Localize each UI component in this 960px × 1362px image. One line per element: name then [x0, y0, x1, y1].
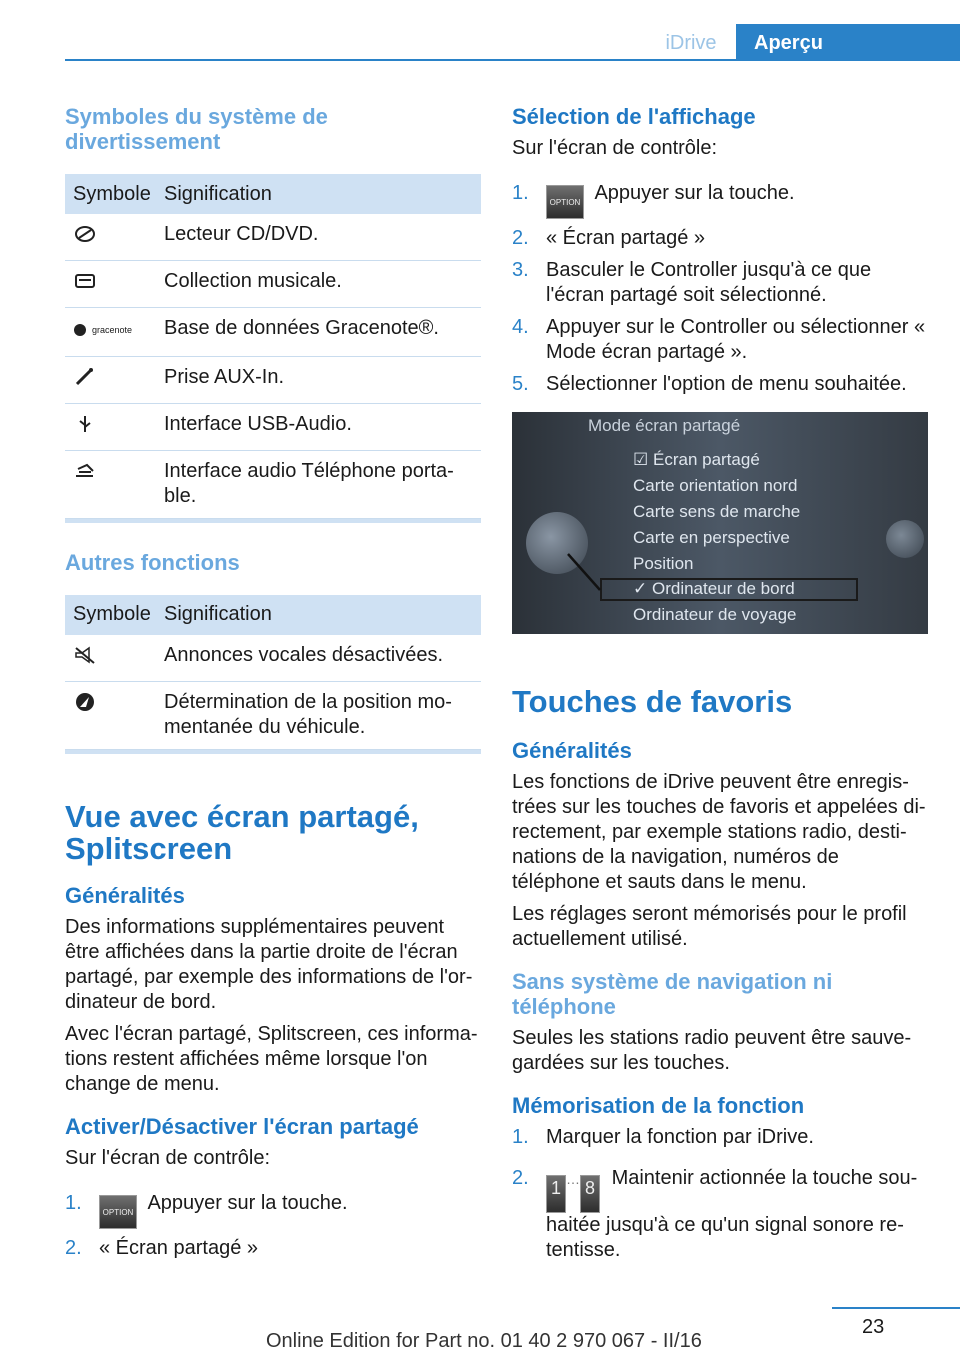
- screen-menu-item: Carte orientation nord: [633, 476, 798, 495]
- table-row: [65, 308, 481, 357]
- entertainment-heading: Symboles du système de divertissement: [65, 104, 328, 154]
- no-nav-heading: Sans système de navigation ni téléphone: [512, 969, 833, 1019]
- toggle-heading: Activer/Désactiver l'écran partagé: [65, 1113, 419, 1139]
- step-text: Basculer le Controller jusqu'à ce que l'écran partagé soit sélectionné.: [546, 259, 872, 306]
- col-meaning: Signification: [156, 595, 481, 635]
- table-row: [65, 214, 481, 261]
- table-row: [65, 261, 481, 308]
- page-number: 23: [862, 1316, 885, 1338]
- key-ellipsis: …: [566, 1171, 580, 1187]
- memorize-steps: [512, 1125, 928, 1263]
- entertainment-table: [65, 174, 481, 519]
- list-item: [512, 315, 928, 365]
- table-end-rule: [65, 750, 481, 754]
- option-key-icon: OPTION: [546, 185, 584, 219]
- left-column: [65, 104, 481, 1268]
- cd-dvd-icon: [73, 224, 97, 244]
- header-tab-apercu[interactable]: Aperçu: [736, 24, 960, 61]
- row-text: Collection musicale.: [156, 261, 481, 308]
- col-symbol: Symbole: [65, 595, 156, 635]
- step-text: Appuyer sur la touche.: [147, 1191, 348, 1214]
- step-number: 4.: [512, 316, 529, 338]
- screen-menu-item: ☑ Écran partagé: [633, 450, 760, 469]
- screen-menu-item: Carte sens de marche: [633, 502, 801, 521]
- other-functions-table: [65, 595, 481, 750]
- display-intro: Sur l'écran de contrôle:: [512, 137, 718, 159]
- no-nav-paragraph: Seules les stations radio peuvent être sauve-gardées sur les touches.: [512, 1027, 912, 1074]
- table-row: [65, 450, 481, 518]
- col-symbol: Symbole: [65, 174, 156, 214]
- table-row: [65, 356, 481, 403]
- step-number: 1.: [512, 1126, 529, 1148]
- favorites-paragraph-2: Les réglages seront mémorisés pour le profil actuellement utilisé.: [512, 903, 907, 950]
- screen-menu-item: Ordinateur de voyage: [633, 605, 797, 624]
- list-item: [65, 1191, 481, 1229]
- aux-in-icon: [73, 367, 97, 387]
- position-icon: [73, 692, 97, 712]
- row-text: Prise AUX-In.: [156, 356, 481, 403]
- step-text: Sélectionner l'option de menu souhaitée.: [546, 373, 907, 395]
- list-item: [512, 181, 928, 219]
- display-heading: Sélection de l'affichage: [512, 104, 756, 129]
- list-item: [512, 1125, 928, 1150]
- screen-menu-item: Position: [633, 554, 694, 573]
- voice-off-icon: [73, 645, 97, 665]
- row-text: Lecteur CD/DVD.: [156, 214, 481, 261]
- favorite-key-1-icon: 1: [546, 1175, 566, 1213]
- gracenote-icon: [73, 318, 132, 343]
- option-key-icon: OPTION: [99, 1195, 137, 1229]
- list-item: [512, 1166, 928, 1263]
- edition-footer: Online Edition for Part no. 01 40 2 970 067 - II/16: [266, 1330, 702, 1352]
- favorites-heading: Touches de favoris: [512, 684, 793, 719]
- other-functions-heading: Autres fonctions: [65, 549, 240, 575]
- step-number: 3.: [512, 259, 529, 281]
- splitscreen-paragraph-2: Avec l'écran partagé, Splitscreen, ces informa-tions restent affichées même lorsque l'on change de menu.: [65, 1022, 478, 1095]
- row-text: Base de données Gracenote®.: [156, 308, 481, 357]
- row-text: Détermination de la position mo-mentanée du véhicule.: [156, 681, 481, 749]
- step-number: 2.: [65, 1236, 82, 1259]
- music-collection-icon: [73, 271, 97, 291]
- step-number: 1.: [65, 1191, 82, 1214]
- screen-menu-item: ✓ Ordinateur de bord: [633, 579, 795, 598]
- favorites-general-heading: Généralités: [512, 738, 632, 763]
- screen-menu-item: Carte en perspective: [633, 528, 790, 547]
- list-item: [512, 226, 928, 251]
- step-text: Maintenir actionnée la touche sou-haitée jusqu'à ce qu'un signal sonore re-tentisse.: [546, 1167, 918, 1261]
- favorite-key-8-icon: 8: [580, 1175, 600, 1213]
- check-icon: ✓: [633, 579, 648, 598]
- step-text: Marquer la fonction par iDrive.: [546, 1126, 814, 1148]
- header-rule: [65, 59, 960, 61]
- list-item: [512, 258, 928, 308]
- toggle-steps: [65, 1191, 481, 1261]
- favorites-section: [512, 684, 928, 1270]
- favorites-paragraph-1: Les fonctions de iDrive peuvent être enregis-trées sur les touches de favoris et appelées di-rectement, par exemple stations radio, desti-nations de la navigation, numéros de téléphone et sauts dans le menu.: [512, 771, 926, 893]
- usb-icon: [73, 414, 97, 434]
- screen-title: Mode écran partagé: [588, 416, 741, 435]
- table-end-rule: [65, 519, 481, 523]
- pointer-line: [512, 412, 928, 634]
- table-row: [65, 635, 481, 682]
- table-row: [65, 403, 481, 450]
- row-text: Interface audio Téléphone porta-ble.: [156, 450, 481, 518]
- row-text: Annonces vocales désactivées.: [156, 635, 481, 682]
- footer-rule: [832, 1307, 960, 1309]
- list-item: [65, 1236, 481, 1261]
- row-text: Interface USB-Audio.: [156, 403, 481, 450]
- step-text: Appuyer sur la touche.: [594, 182, 795, 204]
- table-row: [65, 681, 481, 749]
- right-column: [512, 104, 928, 404]
- memorize-heading: Mémorisation de la fonction: [512, 1093, 805, 1118]
- step-number: 2.: [512, 227, 529, 249]
- gracenote-logo-text: gracenote: [92, 325, 133, 335]
- check-icon: ☑: [633, 450, 649, 469]
- toggle-intro: Sur l'écran de contrôle:: [65, 1146, 271, 1169]
- phone-audio-icon: [73, 461, 97, 481]
- step-number: 1.: [512, 182, 529, 204]
- step-number: 5.: [512, 373, 529, 395]
- step-text: « Écran partagé »: [99, 1236, 258, 1259]
- step-number: 2.: [512, 1167, 529, 1189]
- splitscreen-paragraph-1: Des informations supplémentaires peuvent être affichées dans la partie droite de l'écran partagé, par exemple des informations de l'or-dinateur de bord.: [65, 915, 473, 1013]
- col-meaning: Signification: [156, 174, 481, 214]
- step-text: « Écran partagé »: [546, 227, 705, 249]
- splitscreen-general-heading: Généralités: [65, 882, 185, 908]
- list-item: [512, 372, 928, 397]
- display-steps: [512, 181, 928, 397]
- control-display-screenshot: [512, 412, 928, 634]
- step-text: Appuyer sur le Controller ou sélectionner « Mode écran partagé ».: [546, 316, 926, 363]
- header-tab-idrive[interactable]: iDrive: [665, 32, 717, 54]
- splitscreen-heading: Vue avec écran partagé, Splitscreen: [65, 798, 419, 866]
